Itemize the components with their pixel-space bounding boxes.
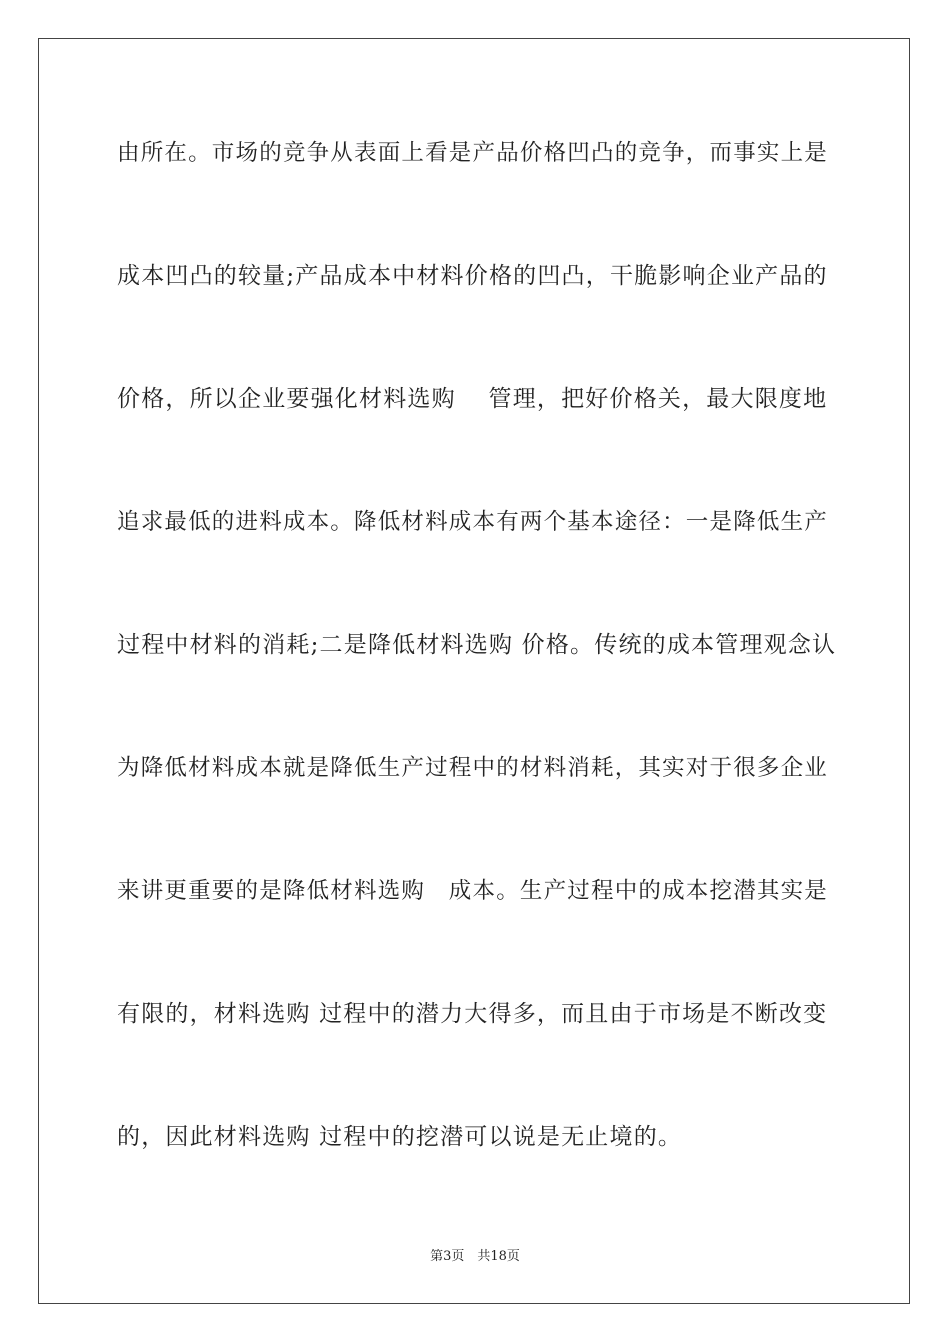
body-text-line: 来讲更重要的是降低材料选购 成本。生产过程中的成本挖潜其实是 xyxy=(117,878,829,904)
body-text-line: 价格，所以企业要强化材料选购 管理，把好价格关，最大限度地 xyxy=(117,386,828,412)
body-text-line: 的，因此材料选购 过程中的挖潜可以说是无止境的。 xyxy=(117,1124,683,1150)
body-text-line: 成本凹凸的较量;产品成本中材料价格的凹凸，干脆影响企业产品的 xyxy=(117,263,828,289)
body-text-line: 有限的，材料选购 过程中的潜力大得多，而且由于市场是不断改变 xyxy=(117,1001,828,1027)
page-frame xyxy=(38,38,910,1304)
body-text-line: 由所在。市场的竞争从表面上看是产品价格凹凸的竞争，而事实上是 xyxy=(117,140,829,166)
page-number-footer: 第3页 共18页 xyxy=(430,1249,520,1264)
body-text-line: 追求最低的进料成本。降低材料成本有两个基本途径：一是降低生产 xyxy=(117,509,829,535)
body-text-line: 过程中材料的消耗;二是降低材料选购 价格。传统的成本管理观念认 xyxy=(117,632,837,658)
body-text-line: 为降低材料成本就是降低生产过程中的材料消耗，其实对于很多企业 xyxy=(117,755,829,781)
